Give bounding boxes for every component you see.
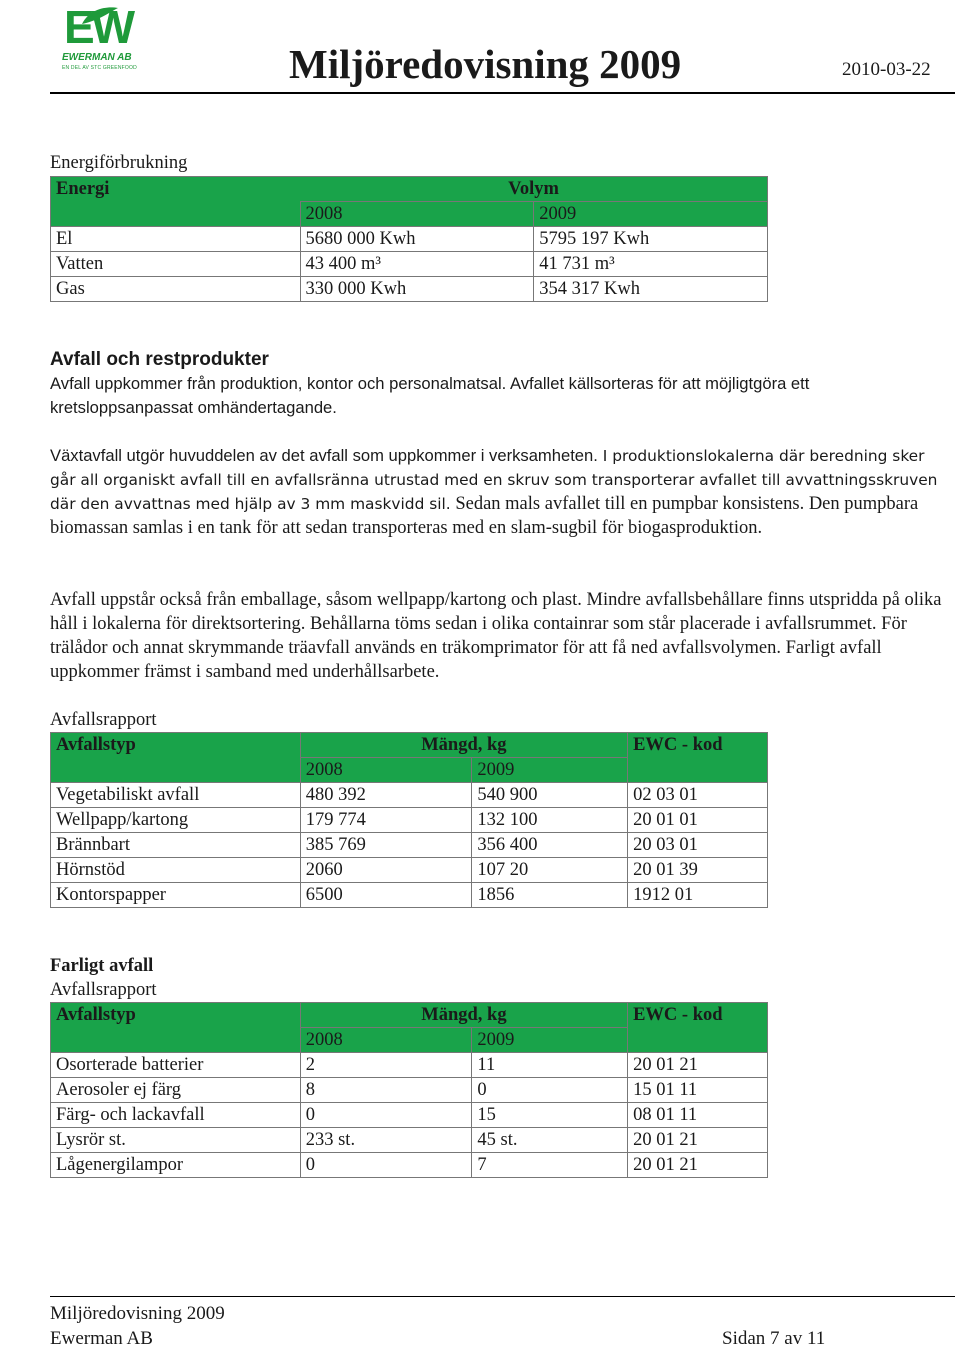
waste-report-caption: Avfallsrapport bbox=[50, 710, 157, 730]
table-row bbox=[51, 783, 768, 808]
row-label: Vatten bbox=[51, 252, 301, 277]
ewc-code: 20 01 21 bbox=[628, 1128, 768, 1153]
company-logo bbox=[58, 1, 140, 76]
table-row bbox=[51, 833, 768, 858]
waste-type: Wellpapp/kartong bbox=[51, 808, 301, 833]
value-2008: 480 392 bbox=[300, 783, 472, 808]
value-2009: 5795 197 Kwh bbox=[534, 227, 768, 252]
table-row bbox=[51, 1103, 768, 1128]
ewc-code: 20 01 21 bbox=[628, 1153, 768, 1178]
row-label: Gas bbox=[51, 277, 301, 302]
energy-col-label: Energi bbox=[51, 177, 301, 227]
col-code-label: EWC - kod bbox=[628, 1003, 768, 1053]
table-row bbox=[51, 1153, 768, 1178]
waste-type: Lågenergilampor bbox=[51, 1153, 301, 1178]
footer-divider bbox=[50, 1296, 955, 1297]
value-2009: 354 317 Kwh bbox=[534, 277, 768, 302]
table-row bbox=[51, 227, 768, 252]
table-row bbox=[51, 252, 768, 277]
table-row bbox=[51, 1128, 768, 1153]
waste-paragraph-1: Avfall uppkommer från produktion, kontor och personalmatsal. Avfallet källsorteras för att möjligtgöra ett kretsloppsanpassat omhändertagande. bbox=[50, 374, 810, 417]
footer-page-number: Sidan 7 av 11 bbox=[722, 1328, 826, 1349]
logo-name: EWERMAN AB bbox=[62, 52, 132, 63]
year-2008-label: 2008 bbox=[300, 1028, 472, 1053]
ewc-code: 20 03 01 bbox=[628, 833, 768, 858]
ewc-code: 20 01 21 bbox=[628, 1053, 768, 1078]
waste-type: Vegetabiliskt avfall bbox=[51, 783, 301, 808]
table-row bbox=[51, 1053, 768, 1078]
value-2009: 45 st. bbox=[472, 1128, 628, 1153]
energy-table bbox=[50, 176, 768, 302]
col-amount-label: Mängd, kg bbox=[300, 733, 627, 758]
value-2008: 2 bbox=[300, 1053, 472, 1078]
ewc-code: 20 01 01 bbox=[628, 808, 768, 833]
hazardous-table bbox=[50, 1002, 768, 1178]
value-2008: 43 400 m³ bbox=[300, 252, 534, 277]
footer-company: Ewerman AB bbox=[50, 1328, 153, 1349]
col-type-label: Avfallstyp bbox=[51, 733, 301, 783]
waste-type: Osorterade batterier bbox=[51, 1053, 301, 1078]
energy-group-label: Volym bbox=[300, 177, 767, 202]
ewc-code: 02 03 01 bbox=[628, 783, 768, 808]
value-2008: 179 774 bbox=[300, 808, 472, 833]
table-row bbox=[51, 277, 768, 302]
waste-type: Hörnstöd bbox=[51, 858, 301, 883]
logo-tagline: EN DEL AV STC GREENFOOD bbox=[62, 65, 137, 71]
waste-type: Aerosoler ej färg bbox=[51, 1078, 301, 1103]
col-amount-label: Mängd, kg bbox=[300, 1003, 627, 1028]
waste-type: Brännbart bbox=[51, 833, 301, 858]
year-2009-label: 2009 bbox=[472, 758, 628, 783]
value-2009: 1856 bbox=[472, 883, 628, 908]
energy-caption: Energiförbrukning bbox=[50, 153, 188, 173]
year-2009-label: 2009 bbox=[472, 1028, 628, 1053]
waste-paragraph-2-end: Sedan mals avfallet till en pumpbar konsistens. Den pumpbara biomassan samlas i en tank för att sedan transporteras med en slam-sugbil för biogasproduktion. bbox=[50, 494, 919, 538]
waste-type: Lysrör st. bbox=[51, 1128, 301, 1153]
value-2009: 15 bbox=[472, 1103, 628, 1128]
hazardous-heading: Farligt avfall bbox=[50, 956, 154, 976]
col-code-label: EWC - kod bbox=[628, 733, 768, 783]
year-2008-label: 2008 bbox=[300, 202, 534, 227]
row-label: El bbox=[51, 227, 301, 252]
waste-type: Kontorspapper bbox=[51, 883, 301, 908]
value-2008: 0 bbox=[300, 1103, 472, 1128]
waste-paragraph-2-lead: Växtavfall utgör huvuddelen av det avfall som uppkommer i verksamheten. bbox=[50, 446, 598, 465]
document-date: 2010-03-22 bbox=[842, 59, 931, 80]
value-2009: 11 bbox=[472, 1053, 628, 1078]
value-2008: 8 bbox=[300, 1078, 472, 1103]
waste-paragraph-3: Avfall uppstår också från emballage, såsom wellpapp/kartong och plast. Mindre avfallsbehållare finns utspridda på olika håll i lokalerna för direktsortering. Behållarna töms sedan i olika containrar som står placerade i avfallsrummet. För trälådor och annat skrymmande träavfall används en träkomprimator för att få ned avfallsvolymen. Farligt avfall uppkommer främst i samband med underhållsarbete. bbox=[50, 590, 942, 682]
value-2009: 41 731 m³ bbox=[534, 252, 768, 277]
value-2008: 233 st. bbox=[300, 1128, 472, 1153]
table-row bbox=[51, 858, 768, 883]
value-2008: 0 bbox=[300, 1153, 472, 1178]
waste-paragraph-2 bbox=[50, 444, 942, 540]
value-2009: 540 900 bbox=[472, 783, 628, 808]
value-2008: 6500 bbox=[300, 883, 472, 908]
value-2009: 107 20 bbox=[472, 858, 628, 883]
year-2009-label: 2009 bbox=[534, 202, 768, 227]
table-row bbox=[51, 883, 768, 908]
value-2008: 5680 000 Kwh bbox=[300, 227, 534, 252]
value-2009: 132 100 bbox=[472, 808, 628, 833]
waste-paragraph-2-body: I produktionslokalerna där beredning sker går all organiskt avfall till en avfallsränna utrustad med en skruv som transporterar avfallet till avvattningsskruven där den avvattnas med hjälp av 3 mm maskvidd sil. bbox=[50, 447, 938, 513]
value-2009: 356 400 bbox=[472, 833, 628, 858]
ewc-code: 20 01 39 bbox=[628, 858, 768, 883]
ewc-code: 1912 01 bbox=[628, 883, 768, 908]
waste-heading: Avfall och restprodukter bbox=[50, 349, 269, 370]
value-2008: 2060 bbox=[300, 858, 472, 883]
footer-document-name: Miljöredovisning 2009 bbox=[50, 1303, 225, 1324]
col-type-label: Avfallstyp bbox=[51, 1003, 301, 1053]
value-2009: 7 bbox=[472, 1153, 628, 1178]
ewc-code: 15 01 11 bbox=[628, 1078, 768, 1103]
table-header-row bbox=[51, 177, 768, 202]
waste-report-table bbox=[50, 732, 768, 908]
document-title: Miljöredovisning 2009 bbox=[289, 41, 682, 87]
logo-mark: EW bbox=[64, 1, 133, 53]
value-2009: 0 bbox=[472, 1078, 628, 1103]
table-header-row bbox=[51, 733, 768, 758]
table-row bbox=[51, 1078, 768, 1103]
waste-type: Färg- och lackavfall bbox=[51, 1103, 301, 1128]
year-2008-label: 2008 bbox=[300, 758, 472, 783]
header-divider bbox=[50, 92, 955, 94]
table-header-row bbox=[51, 1003, 768, 1028]
ewc-code: 08 01 11 bbox=[628, 1103, 768, 1128]
hazardous-caption: Avfallsrapport bbox=[50, 980, 157, 1000]
value-2008: 385 769 bbox=[300, 833, 472, 858]
table-row bbox=[51, 808, 768, 833]
value-2008: 330 000 Kwh bbox=[300, 277, 534, 302]
